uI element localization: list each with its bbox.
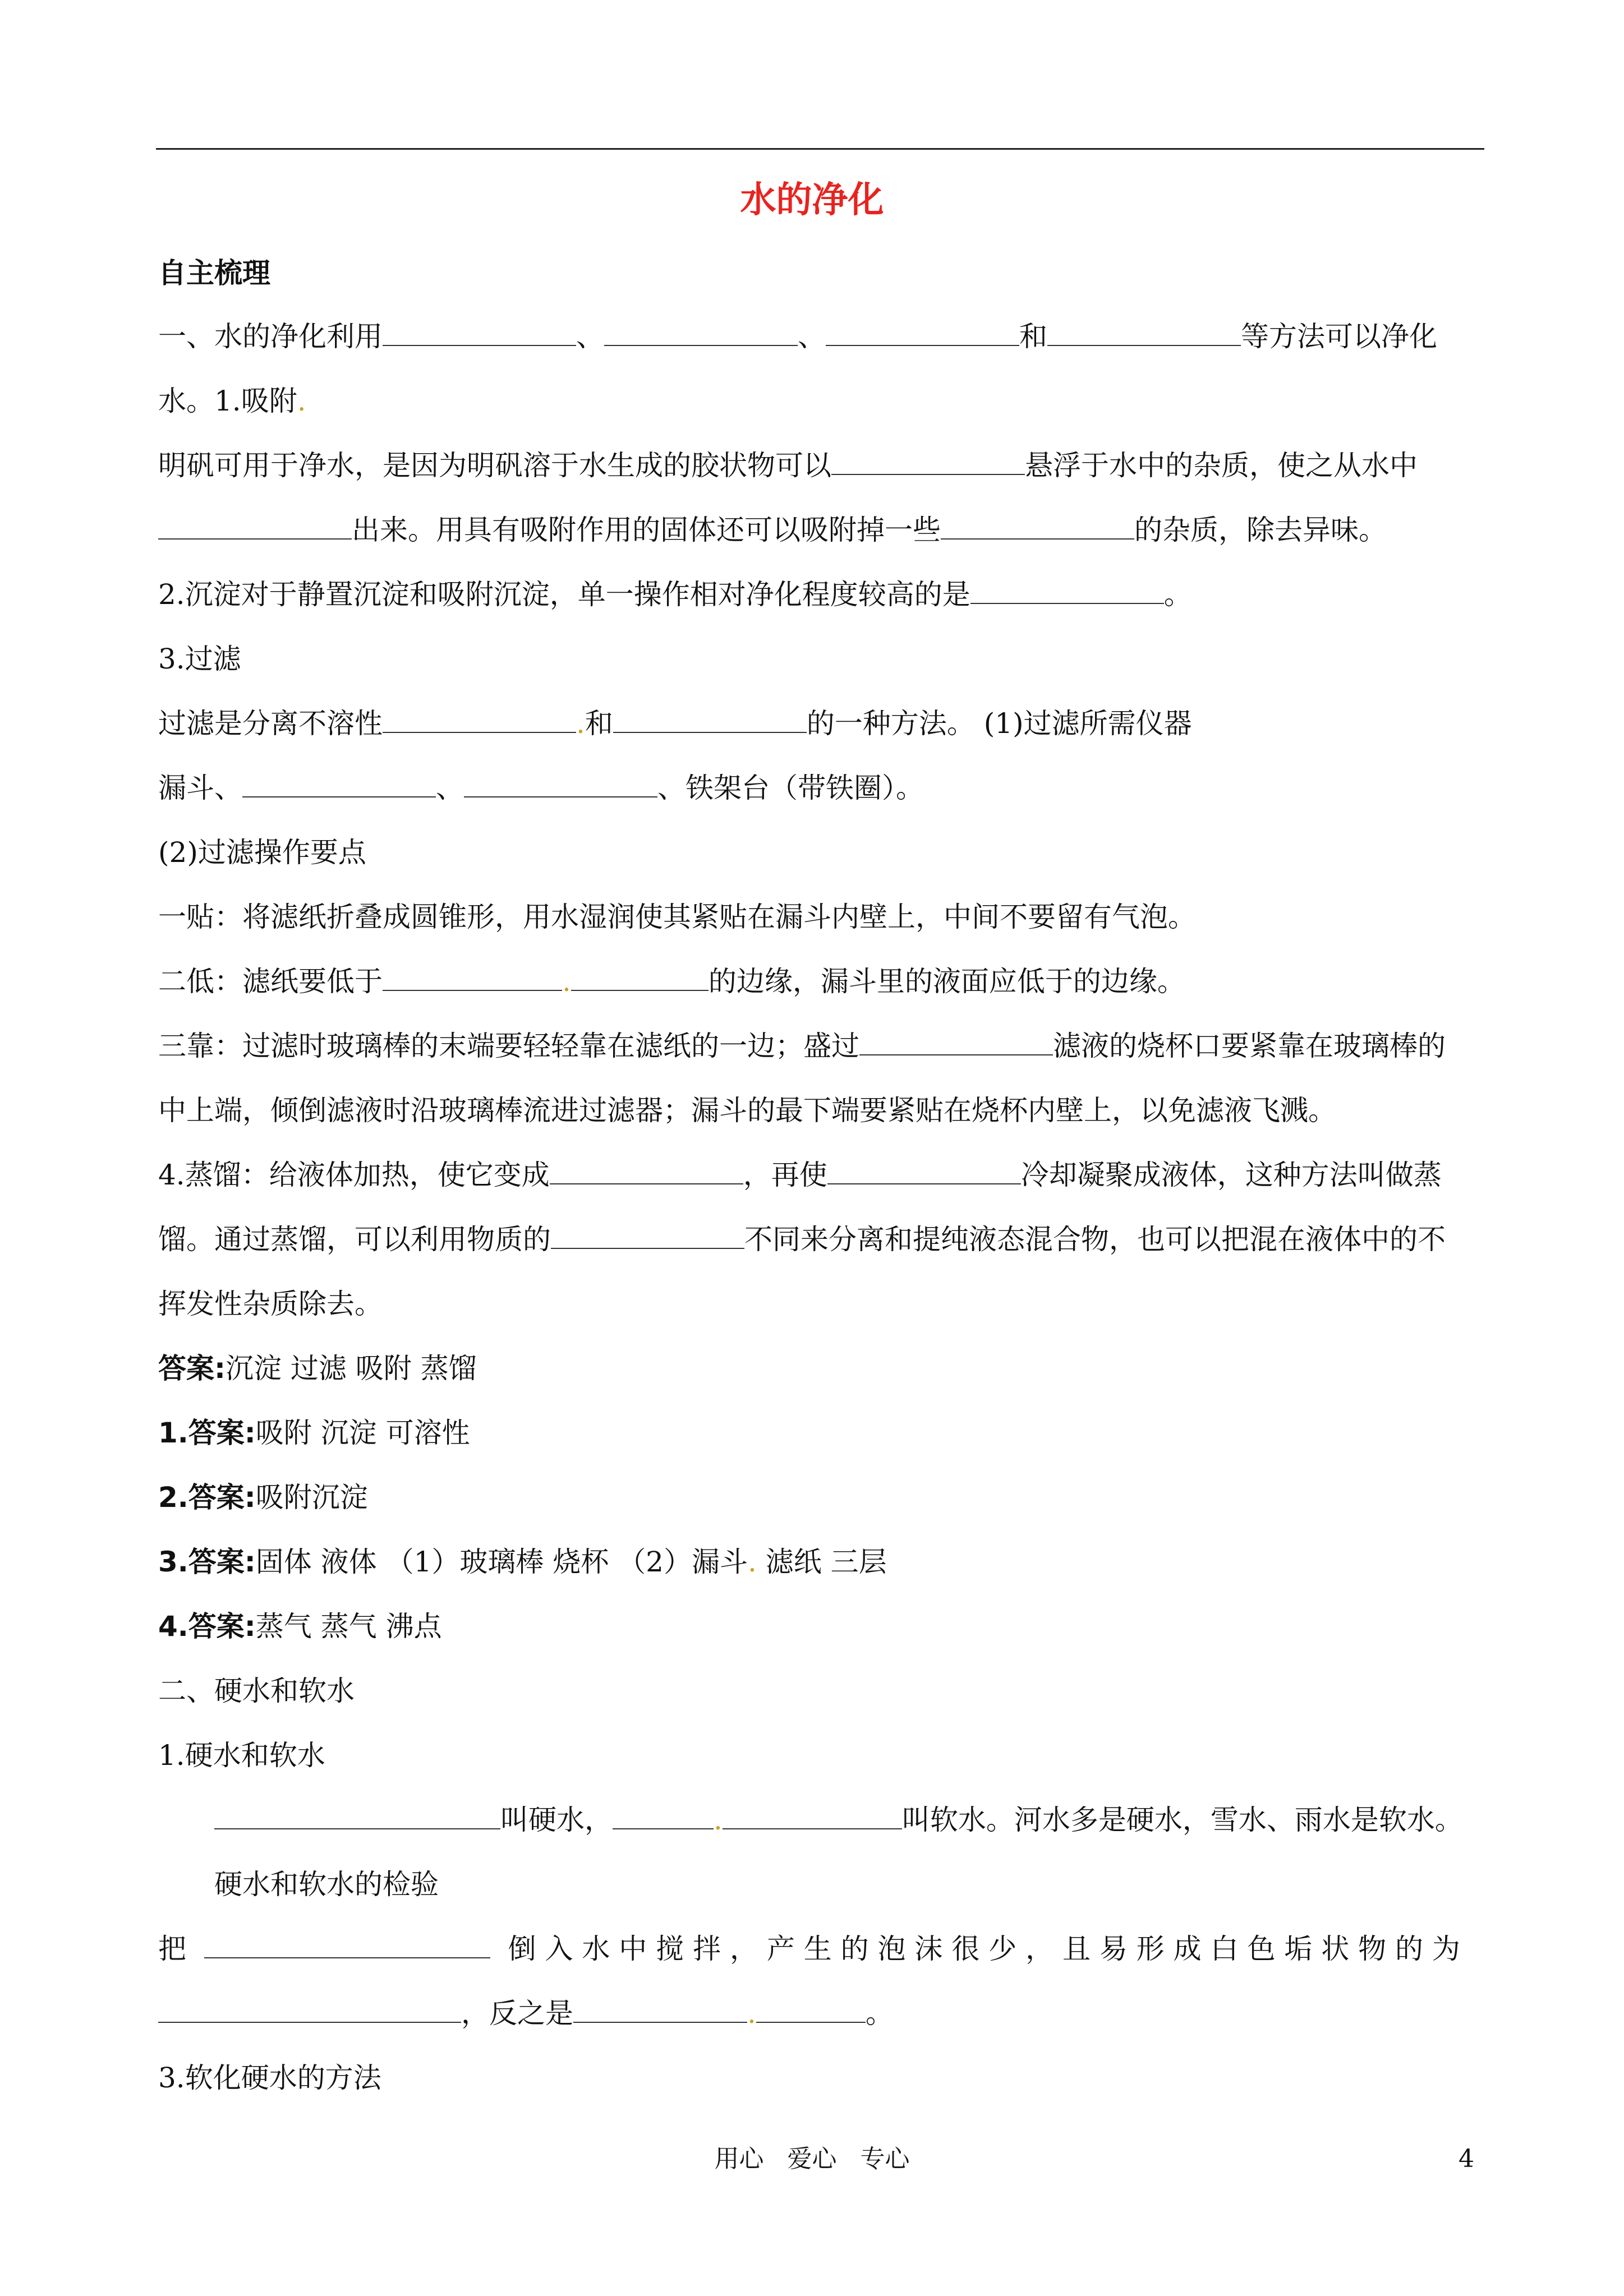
fill-blank[interactable] (550, 1156, 743, 1184)
text-line: 2.沉淀对于静置沉淀和吸附沉淀，单一操作相对净化程度较高的是 。 (158, 575, 1192, 614)
text-line: 硬水和软水的检验 (214, 1868, 439, 1901)
fill-blank[interactable] (383, 963, 562, 991)
fill-blank[interactable] (827, 1156, 1021, 1184)
fill-blank[interactable] (214, 1801, 500, 1829)
text-line: 挥发性杂质除去。 (158, 1288, 383, 1320)
fill-blank[interactable] (571, 963, 709, 991)
section-heading-hard-soft-water: 二、硬水和软水 (158, 1675, 355, 1707)
text-line: 3.软化硬水的方法 (158, 2062, 381, 2094)
fill-blank[interactable] (158, 1995, 461, 2023)
text-line: 馏。通过蒸馏，可以利用物质的 不同来分离和提纯液态混合物，也可以把混在液体中的不 (158, 1220, 1446, 1259)
fill-blank[interactable] (383, 318, 576, 346)
text-line: 中上端，倾倒滤液时沿玻璃棒流进过滤器；漏斗的最下端要紧贴在烧杯内壁上，以免滤液飞溅。 (158, 1094, 1336, 1127)
text-line: 过滤是分离不溶性 .和 的一种方法。 (1)过滤所需仪器 (158, 704, 1192, 743)
text-line: 二低：滤纸要低于 . 的边缘，漏斗里的液面应低于的边缘。 (158, 962, 1185, 1001)
fill-blank[interactable] (613, 705, 807, 733)
answer-line: 答案:沉淀 过滤 吸附 蒸馏 (158, 1352, 477, 1385)
text-line: 4.蒸馏：给液体加热，使它变成 ，再使 冷却凝聚成液体，这种方法叫做蒸 (158, 1155, 1442, 1195)
answer-label: 2.答案: (158, 1481, 256, 1514)
fill-blank[interactable] (831, 447, 1025, 475)
fill-blank[interactable] (826, 318, 1019, 346)
fill-blank[interactable] (551, 1221, 744, 1249)
fill-blank[interactable] (242, 769, 436, 797)
answer-label: 3.答案: (158, 1546, 256, 1578)
answer-label: 4.答案: (158, 1610, 256, 1643)
fill-blank[interactable] (970, 576, 1164, 604)
fill-blank[interactable] (859, 1027, 1053, 1055)
text-line: 出来。用具有吸附作用的固体还可以吸附掉一些 的杂质，除去异味。 (158, 510, 1387, 550)
text-line: 一、水的净化利用 、 、 和 等方法可以净化 (158, 317, 1437, 356)
text-line: 一贴：将滤纸折叠成圆锥形，用水湿润使其紧贴在漏斗内壁上，中间不要留有气泡。 (158, 901, 1196, 933)
footer-slogan: 用心 爱心 专心 (714, 2145, 910, 2173)
text-line: ，反之是 . 。 (158, 1994, 894, 2033)
text-line: 明矾可用于净水，是因为明矾溶于水生成的胶状物可以 悬浮于水中的杂质，使之从水中 (158, 446, 1418, 485)
text-line: 把 倒 入 水 中 搅 拌 ， 产 生 的 泡 沫 很 少 ， 且 易 形 成 白 色 垢 状 物 的 为 (158, 1929, 1460, 1968)
fill-blank[interactable] (613, 1801, 714, 1829)
answer-label: 1.答案: (158, 1417, 256, 1449)
page-number: 4 (1459, 2145, 1474, 2173)
text-line: 漏斗、 、 、铁架台（带铁圈）。 (158, 768, 924, 808)
fill-blank[interactable] (383, 705, 576, 733)
answer-label: 答案: (158, 1352, 226, 1385)
fill-blank[interactable] (158, 511, 352, 540)
fill-blank[interactable] (941, 511, 1134, 540)
page-title: 水的净化 (740, 179, 884, 221)
text-line: 3.过滤 (158, 643, 241, 675)
header-rule (156, 148, 1484, 150)
fill-blank[interactable] (573, 1995, 747, 2023)
text-line: 三靠：过滤时玻璃棒的末端要轻轻靠在滤纸的一边；盛过 滤液的烧杯口要紧靠在玻璃棒的 (158, 1026, 1446, 1066)
text-line: 叫硬水， . 叫软水。河水多是硬水，雪水、雨水是软水。 (214, 1800, 1463, 1839)
text-line: 水。1.吸附. (158, 385, 306, 417)
fill-blank[interactable] (723, 1801, 902, 1829)
text-line: 1.硬水和软水 (158, 1739, 325, 1772)
fill-blank[interactable] (604, 318, 798, 346)
answer-line: 2.答案:吸附沉淀 (158, 1481, 368, 1514)
fill-blank[interactable] (204, 1930, 490, 1958)
text-line: (2)过滤操作要点 (158, 836, 366, 869)
answer-line: 1.答案:吸附 沉淀 可溶性 (158, 1417, 470, 1449)
fill-blank[interactable] (1047, 318, 1241, 346)
section-heading-self-study: 自主梳理 (158, 257, 270, 289)
fill-blank[interactable] (464, 769, 657, 797)
fill-blank[interactable] (756, 1995, 866, 2023)
answer-line: 3.答案:固体 液体 （1）玻璃棒 烧杯 （2）漏斗. 滤纸 三层 (158, 1546, 887, 1578)
answer-line: 4.答案:蒸气 蒸气 沸点 (158, 1610, 442, 1643)
